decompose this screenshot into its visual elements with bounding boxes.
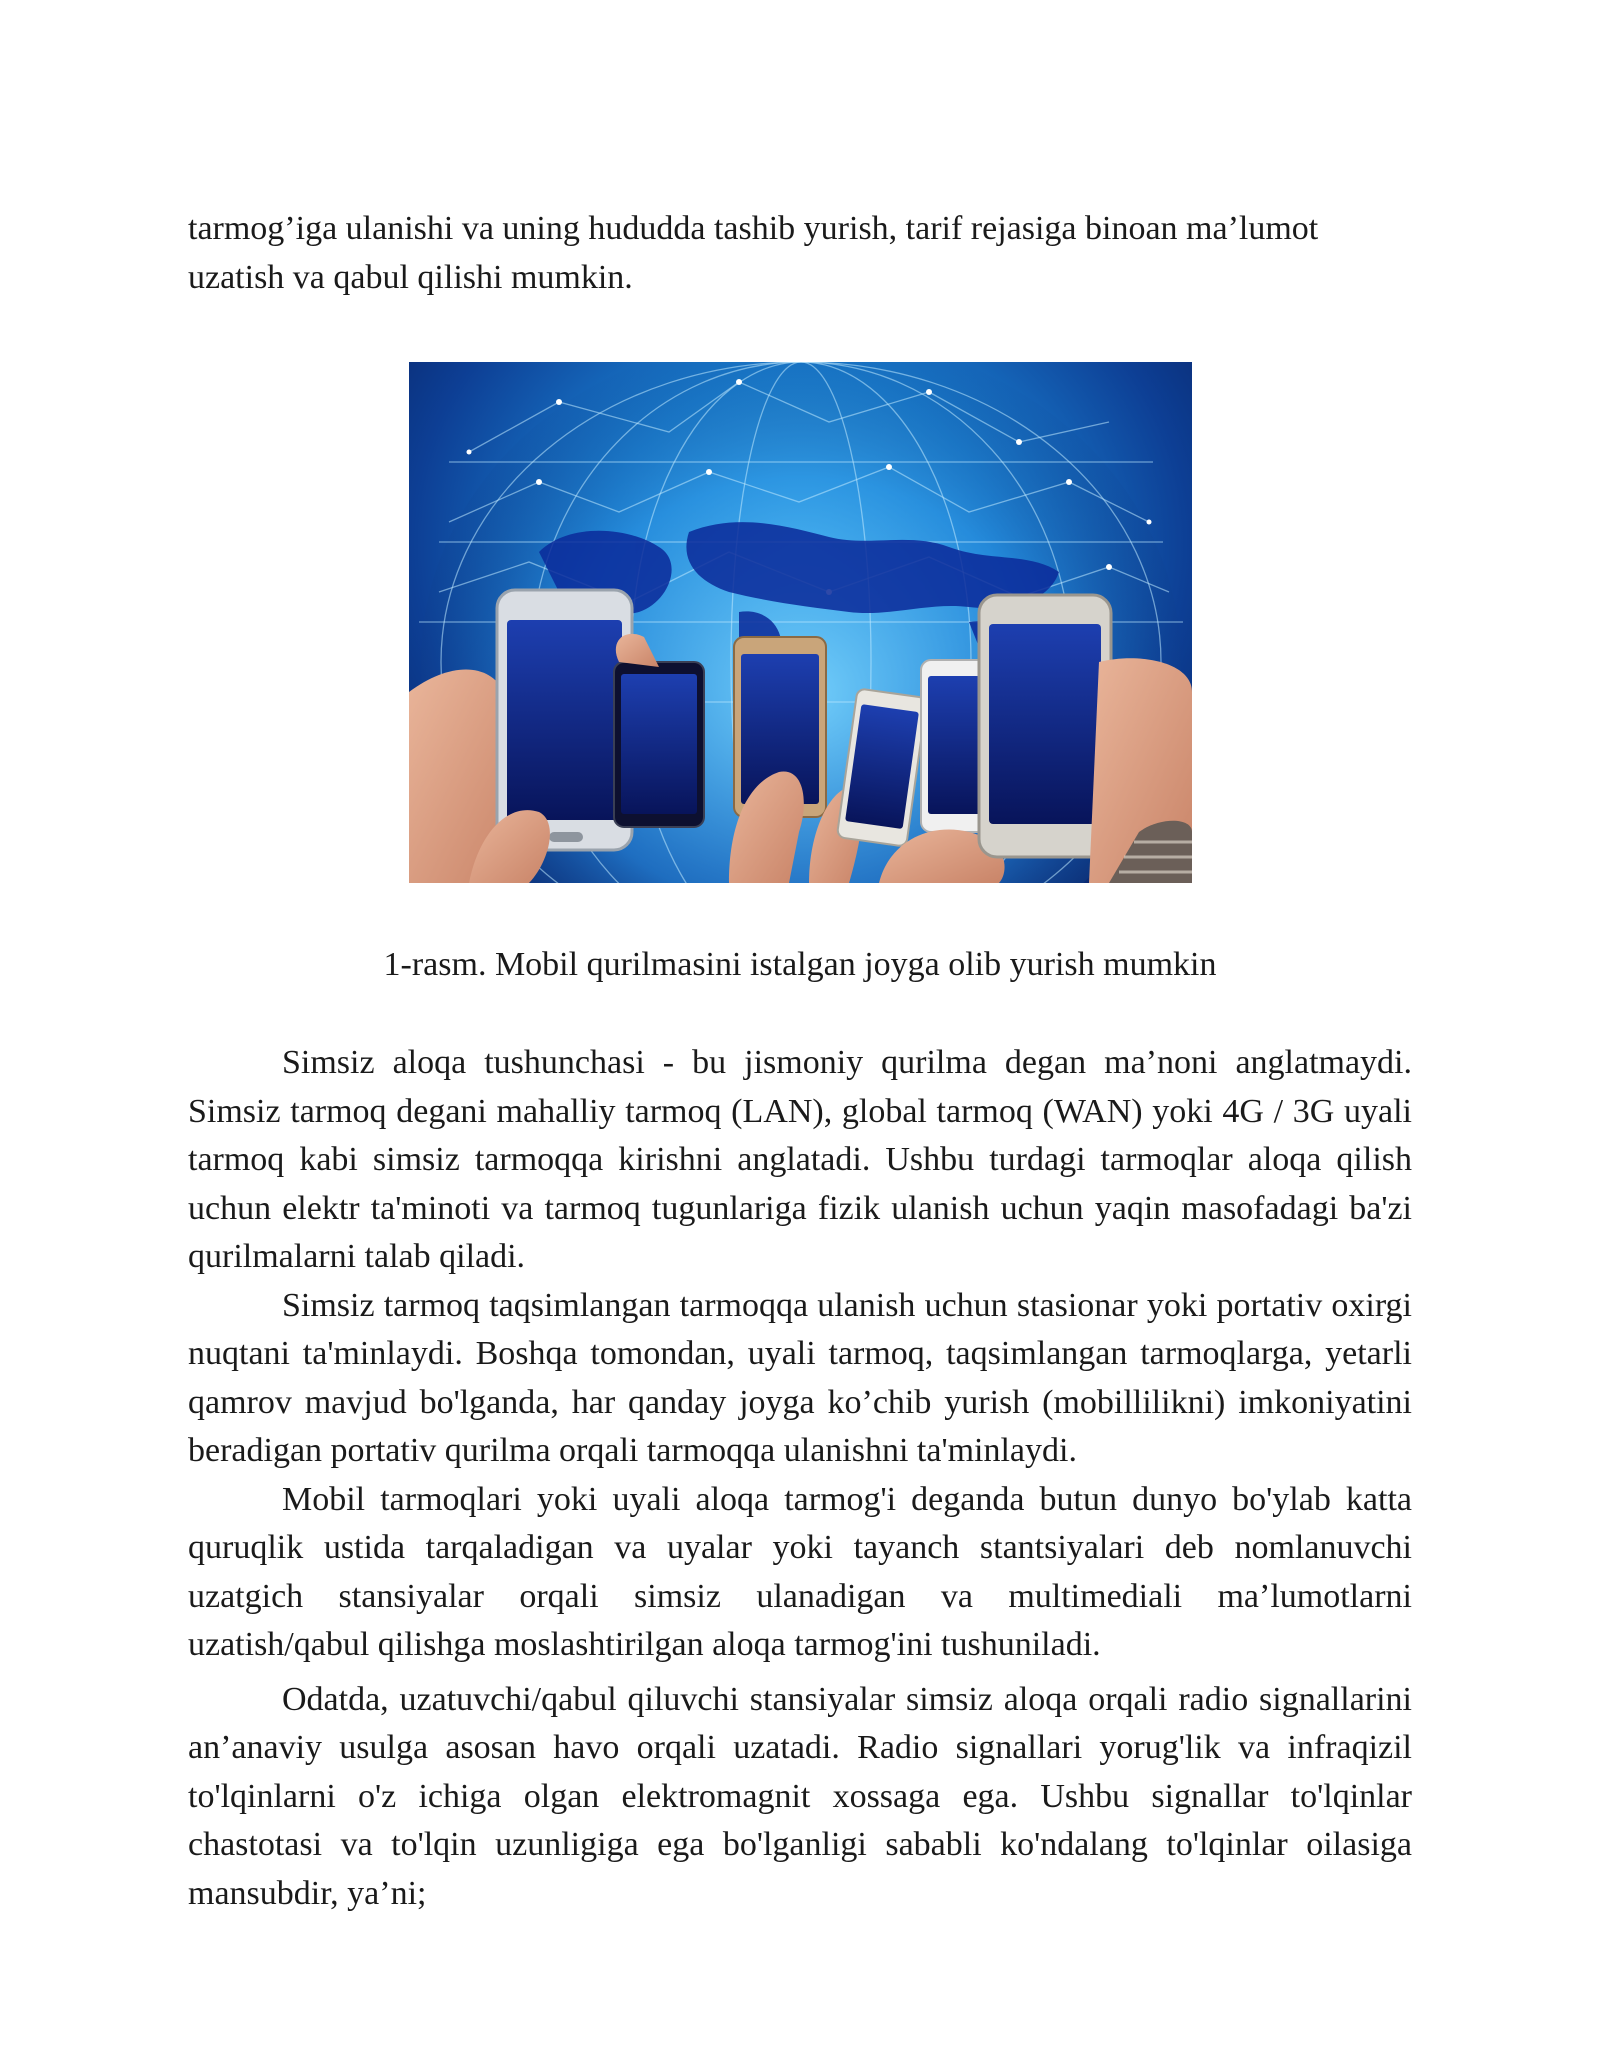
figure-container — [188, 362, 1412, 883]
paragraph-3: Mobil tarmoqlari yoki uyali aloqa tarmog'i deganda butun dunyo bo'ylab katta quruqlik ustida tarqaladigan va uyalar yoki tayanch stantsiyalari deb nomlanuvchi uzatgich stansiyalar orqali simsiz ulanadigan va multimediali ma’lumotlarni uzatish/qabul qilishga moslashtirilgan aloqa tarmog'ini tushuniladi. — [188, 1480, 1412, 1663]
center-left-phone — [614, 634, 704, 827]
intro-paragraph: tarmog’iga ulanishi va uning hududda tashib yurish, tarif rejasiga binoan ma’lumot uzatish va qabul qilishi mumkin. — [188, 210, 1319, 296]
globe-with-smartphones-image — [409, 362, 1192, 883]
document-page — [188, 205, 1412, 1918]
figure-caption: 1-rasm. Mobil qurilmasini istalgan joyga olib yurish mumkin — [383, 946, 1217, 983]
paragraph-4: Odatda, uzatuvchi/qabul qiluvchi stansiyalar simsiz aloqa orqali radio signallarini an’anaviy usulga asosan havo orqali uzatadi. Radio signallari yorug'lik va infraqizil to'lqinlarni o'z ichiga olgan elektromagnit xossaga ega. Ushbu signallar to'lqinlar chastotasi va to'lqin uzunligiga ega bo'lganligi sababli ko'ndalang to'lqinlar oilasiga mansubdir, ya’ni; — [188, 1680, 1412, 1912]
paragraph-1: Simsiz aloqa tushunchasi - bu jismoniy qurilma degan ma’noni anglatmaydi. Simsiz tarmoq degani mahalliy tarmoq (LAN), global tarmoq (WAN) yoki 4G / 3G uyali tarmoq kabi simsiz tarmoqqa kirishni anglatadi. Ushbu turdagi tarmoqlar aloqa qilish uchun elektr ta'minoti va tarmoq tugunlariga fizik ulanish uchun yaqin masofadagi ba'zi qurilmalarni talab qiladi. — [188, 1044, 1412, 1275]
paragraph-2: Simsiz tarmoq taqsimlangan tarmoqqa ulanish uchun stasionar yoki portativ oxirgi nuqtani ta'minlaydi. Boshqa tomondan, uyali tarmoq, taqsimlangan tarmoqlarga, yetarli qamrov mavjud bo'lganda, har qanday joyga ko’chib yurish (mobillilikni) imkoniyatini beradigan portativ qurilma orqali tarmoqqa ulanishni ta'minlaydi. — [188, 1286, 1412, 1469]
globe-illustration — [409, 362, 1192, 883]
body-text — [188, 1039, 1412, 1918]
